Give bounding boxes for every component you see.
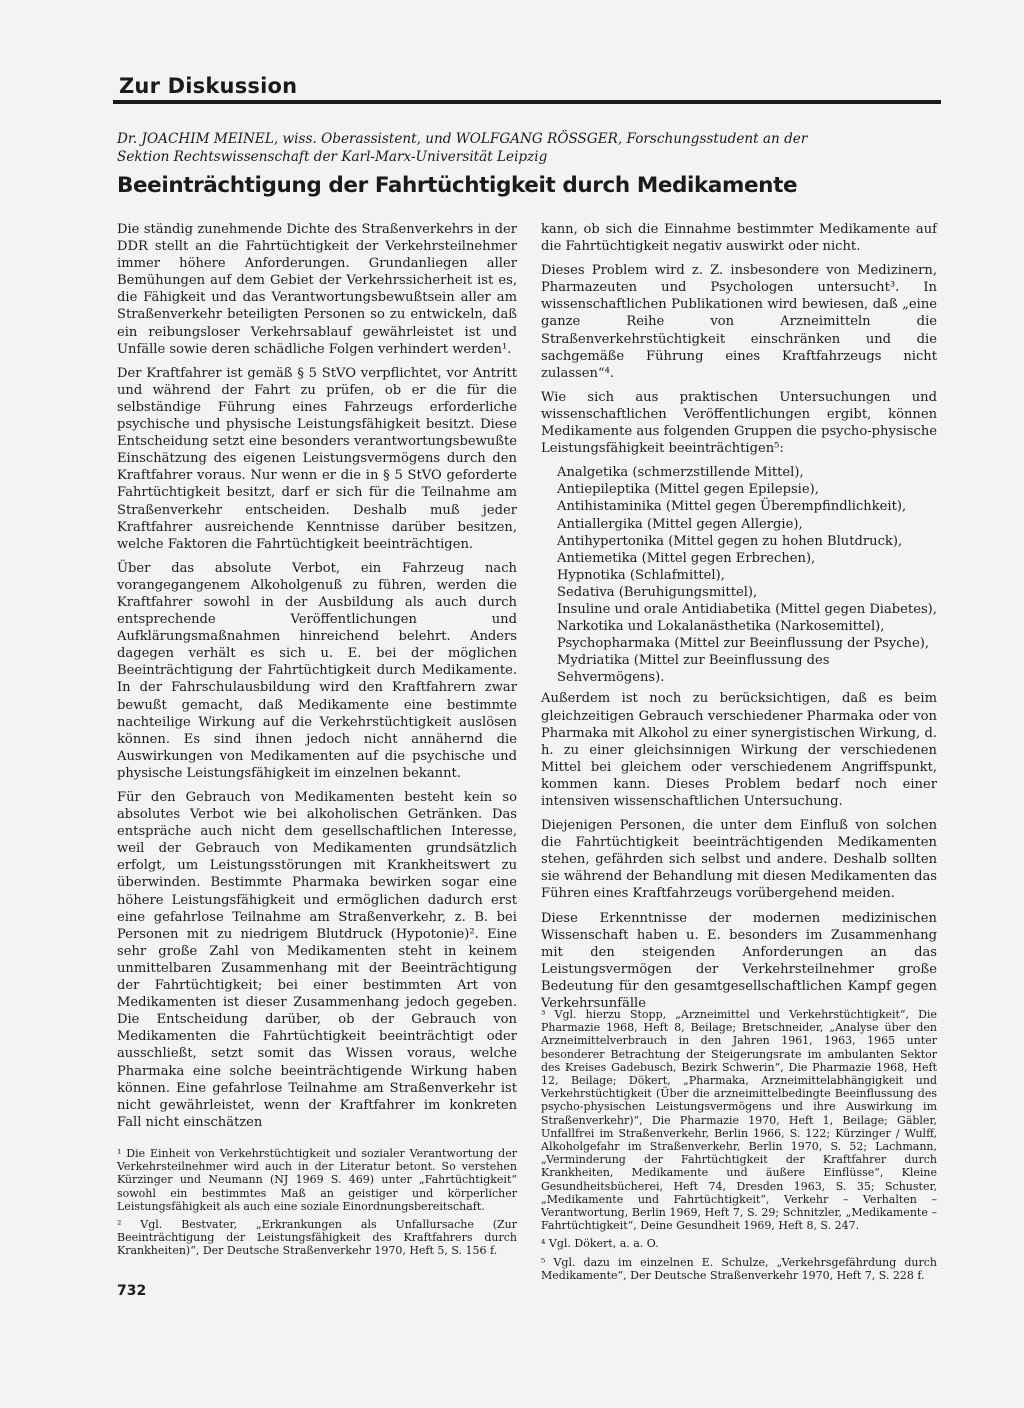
footnotes-right [541, 1008, 937, 1287]
paragraph: Außerdem ist noch zu berücksichtigen, daß es beim gleichzeitigen Gebrauch verschiedener Pharmaka oder von Pharmaka mit Alkohol zu einer synergistischen Wirkung, d. h. zu einer gleichsinnigen Wirkung der verschiedenen Mittel bei gleichem oder verschiedenem Angriffspunkt, kommen kann. Dieses Problem bedarf noch einer intensiven wissenschaftlichen Untersuchung. [541, 691, 937, 809]
list-item: Insuline und orale Antidiabetika (Mittel gegen Diabetes), [557, 601, 937, 617]
paragraph: Für den Gebrauch von Medikamenten besteht kein so absolutes Verbot wie bei alkoholischen Getränken. Das entspräche auch nicht dem gesellschaftlichen Interesse, weil der Gebrauch von Medikamenten grundsätzlich erfolgt, um Leistungsstörungen mit Krankheitswert zu überwinden. Bestimmte Pharmaka bewirken sogar eine höhere Leistungsfähigkeit und ermöglichen dadurch erst eine gefahrlose Teilnahme am Straßenverkehr, z. B. bei Personen mit zu niedrigem Blutdruck (Hypotonie)². Eine sehr große Zahl von Medikamenten steht in keinem unmittelbaren Zusammenhang mit der Beeinträchtigung der Fahrtüchtigkeit; bei einer bestimmten Art von Medikamenten ist dieser Zusammenhang jedoch gegeben. Die Entscheidung darüber, ob der Gebrauch von Medikamenten die Fahrtüchtigkeit beeinträchtigt oder ausschließt, setzt somit das Wissen voraus, welche Pharmaka eine solche beeinträchtigende Wirkung haben können. Eine gefahrlose Teilnahme am Straßenverkehr ist nicht gewährleistet, wenn der Kraftfahrer im konkreten Fall nicht einschätzen [117, 790, 517, 1130]
list-item: Analgetika (schmerzstillende Mittel), [557, 465, 804, 481]
page-number: 732 [117, 1283, 147, 1299]
list-item: Antihistaminika (Mittel gegen Überempfindlichkeit), [557, 499, 907, 515]
paragraph: Diejenigen Personen, die unter dem Einfluß von solchen die Fahrtüchtigkeit beeinträchtigenden Medikamenten stehen, gefährden sich selbst und andere. Deshalb sollten sie während der Behandlung mit diesen Medikamenten das Führen eines Kraftfahrzeugs vorübergehend meiden. [541, 818, 937, 902]
article-title: Beeinträchtigung der Fahrtüchtigkeit durch Medikamente [117, 173, 798, 198]
footnotes-left [117, 1147, 517, 1263]
section-header [113, 72, 941, 102]
paragraph: Über das absolute Verbot, ein Fahrzeug nach vorangegangenem Alkoholgenuß zu führen, werden die Kraftfahrer sowohl in der Ausbildung als auch durch entsprechende Veröffentlichungen und Aufklärungsmaßnahmen hinreichend belehrt. Anders dagegen verhält es sich u. E. bei der möglichen Beeinträchtigung der Fahrtüchtigkeit durch Medikamente. In der Fahrschulausbildung wird den Kraftfahrern zwar bewußt gemacht, daß Medikamente eine bestimmte nachteilige Wirkung auf die Verkehrstüchtigkeit auslösen können. Es sind ihnen jedoch nicht annähernd die Auswirkungen von Medikamenten auf die psychische und physische Leistungsfähigkeit im einzelnen bekannt. [117, 560, 517, 781]
paragraph: kann, ob sich die Einnahme bestimmter Medikamente auf die Fahrtüchtigkeit negativ auswirkt oder nicht. [541, 222, 937, 255]
drug-group-list [557, 464, 937, 686]
list-item: Psychopharmaka (Mittel zur Beeinflussung der Psyche), [557, 636, 929, 652]
list-item: Antiemetika (Mittel gegen Erbrechen), [557, 550, 816, 566]
section-title: Zur Diskussion [119, 74, 298, 98]
section-rule [113, 100, 941, 104]
text-column-left [117, 221, 517, 1138]
footnote: ⁵ Vgl. dazu im einzelnen E. Schulze, „Verkehrsgefährdung durch Medikamente“, Der Deutsche Straßenverkehr 1970, Heft 7, S. 228 f. [541, 1255, 937, 1282]
paragraph: Dieses Problem wird z. Z. insbesondere von Medizinern, Pharmazeuten und Psychologen untersucht³. In wissenschaftlichen Publikationen wird bewiesen, daß „eine ganze Reihe von Arzneimitteln die Straßenverkehrstüchtigkeit einschränken und die sachgemäße Führung eines Kraftfahrzeugs nicht zulassen“⁴. [541, 263, 937, 381]
paragraph: Wie sich aus praktischen Untersuchungen und wissenschaftlichen Veröffentlichungen ergibt, können Medikamente aus folgenden Gruppen die psycho-physische Leistungsfähigkeit beeinträchtigen⁵: [541, 389, 937, 457]
footnote: ⁴ Vgl. Dökert, a. a. O. [541, 1237, 659, 1251]
list-item: Antiallergika (Mittel gegen Allergie), [557, 516, 803, 532]
list-item: Sedativa (Beruhigungsmittel), [557, 584, 758, 600]
text-column-right [541, 221, 937, 1019]
footnote: ³ Vgl. hierzu Stopp, „Arzneimittel und Verkehrstüchtigkeit“, Die Pharmazie 1968, Heft 8, Beilage; Bretschneider, „Analyse über den Arzneimittelverbrauch in den Jahren 1961, 1963, 1965 unter besonderer Betrachtung der Steigerungsrate im ambulanten Sektor des Kreises Gadebusch, Bezirk Schwerin“, Die Pharmazie 1968, Heft 12, Beilage; Dökert, „Pharmaka, Arzneimittelabhängigkeit und Verkehrstüchtigkeit (Über die arzneimittelbedingte Beeinflussung des psycho-physischen Leistungsvermögens und ihre Auswirkung im Straßenverkehr)“, Die Pharmazie 1970, Heft 1, Beilage; Gäbler, Unfallfrei im Straßenverkehr, Berlin 1966, S. 122; Kürzinger / Wulff, Alkoholgefahr im Straßenverkehr, Berlin 1970, S. 52; Lachmann, „Verminderung der Fahrtüchtigkeit der Kraftfahrer durch Krankheiten, Medikamente und äußere Einflüsse“, Kleine Gesundheitsbücherei, Heft 74, Dresden 1963, S. 35; Schuster, „Medikamente und Fahrtüchtigkeit“, Verkehr – Verhalten – Verantwortung, Berlin 1969, Heft 7, S. 29; Schnitzler, „Medikamente – Fahrtüchtigkeit“, Deine Gesundheit 1969, Heft 8, S. 247. [541, 1008, 937, 1233]
list-item: Antiepileptika (Mittel gegen Epilepsie), [557, 482, 819, 498]
list-item: Mydriatika (Mittel zur Beeinflussung des Sehvermögens). [557, 653, 830, 686]
paragraph: Diese Erkenntnisse der modernen medizinischen Wissenschaft haben u. E. besonders im Zusammenhang mit den steigenden Anforderungen an das Leistungsvermögen der Verkehrsteilnehmer große Bedeutung für den gesamtgesellschaftlichen Kampf gegen Verkehrsunfälle [541, 910, 937, 1012]
list-item: Hypnotika (Schlafmittel), [557, 567, 725, 583]
list-item: Narkotika und Lokalanästhetika (Narkosemittel), [557, 619, 885, 635]
list-item: Antihypertonika (Mittel gegen zu hohen Blutdruck), [557, 533, 903, 549]
footnote: ² Vgl. Bestvater, „Erkrankungen als Unfallursache (Zur Beeinträchtigung der Leistungsfähigkeit des Kraftfahrers durch Krankheiten)“, Der Deutsche Straßenverkehr 1970, Heft 5, S. 156 f. [117, 1218, 517, 1258]
footnote: ¹ Die Einheit von Verkehrstüchtigkeit und sozialer Verantwortung der Verkehrsteilnehmer wird auch in der Literatur betont. So verstehen Kürzinger und Neumann (NJ 1969 S. 469) unter „Fahrtüchtigkeit“ sowohl ein bestimmtes Maß an geistiger und körperlicher Leistungsfähigkeit als auch eine soziale Einordnungsbereitschaft. [117, 1147, 517, 1213]
author-byline: Dr. JOACHIM MEINEL, wiss. Oberassistent, und WOLFGANG RÖSSGER, Forschungsstudent an der Sektion Rechtswissenschaft der Karl-Marx-Universität Leipzig [117, 131, 808, 165]
paragraph: Der Kraftfahrer ist gemäß § 5 StVO verpflichtet, vor Antritt und während der Fahrt zu prüfen, ob er die für die selbständige Führung eines Fahrzeugs erforderliche psychische und physische Leistungsfähigkeit besitzt. Diese Entscheidung setzt eine besonders verantwortungsbewußte Einschätzung des eigenen Leistungsvermögens durch den Kraftfahrer voraus. Nur wenn er die in § 5 StVO geforderte Fahrtüchtigkeit besitzt, darf er sich für die Teilnahme am Straßenverkehr entscheiden. Deshalb muß jeder Kraftfahrer ausreichende Kenntnisse darüber besitzen, welche Faktoren die Fahrtüchtigkeit beeinträchtigen. [117, 365, 517, 552]
paragraph: Die ständig zunehmende Dichte des Straßenverkehrs in der DDR stellt an die Fahrtüchtigkeit der Verkehrsteilnehmer immer höhere Anforderungen. Grundanliegen aller Bemühungen auf dem Gebiet der Verkehrssicherheit ist es, die Fähigkeit und das Verantwortungsbewußtsein aller am Straßenverkehr beteiligten Personen so zu entwickeln, daß ein reibungsloser Verkehrsablauf gewährleistet ist und Unfälle sowie deren schädliche Folgen verhindert werden¹. [117, 222, 517, 357]
